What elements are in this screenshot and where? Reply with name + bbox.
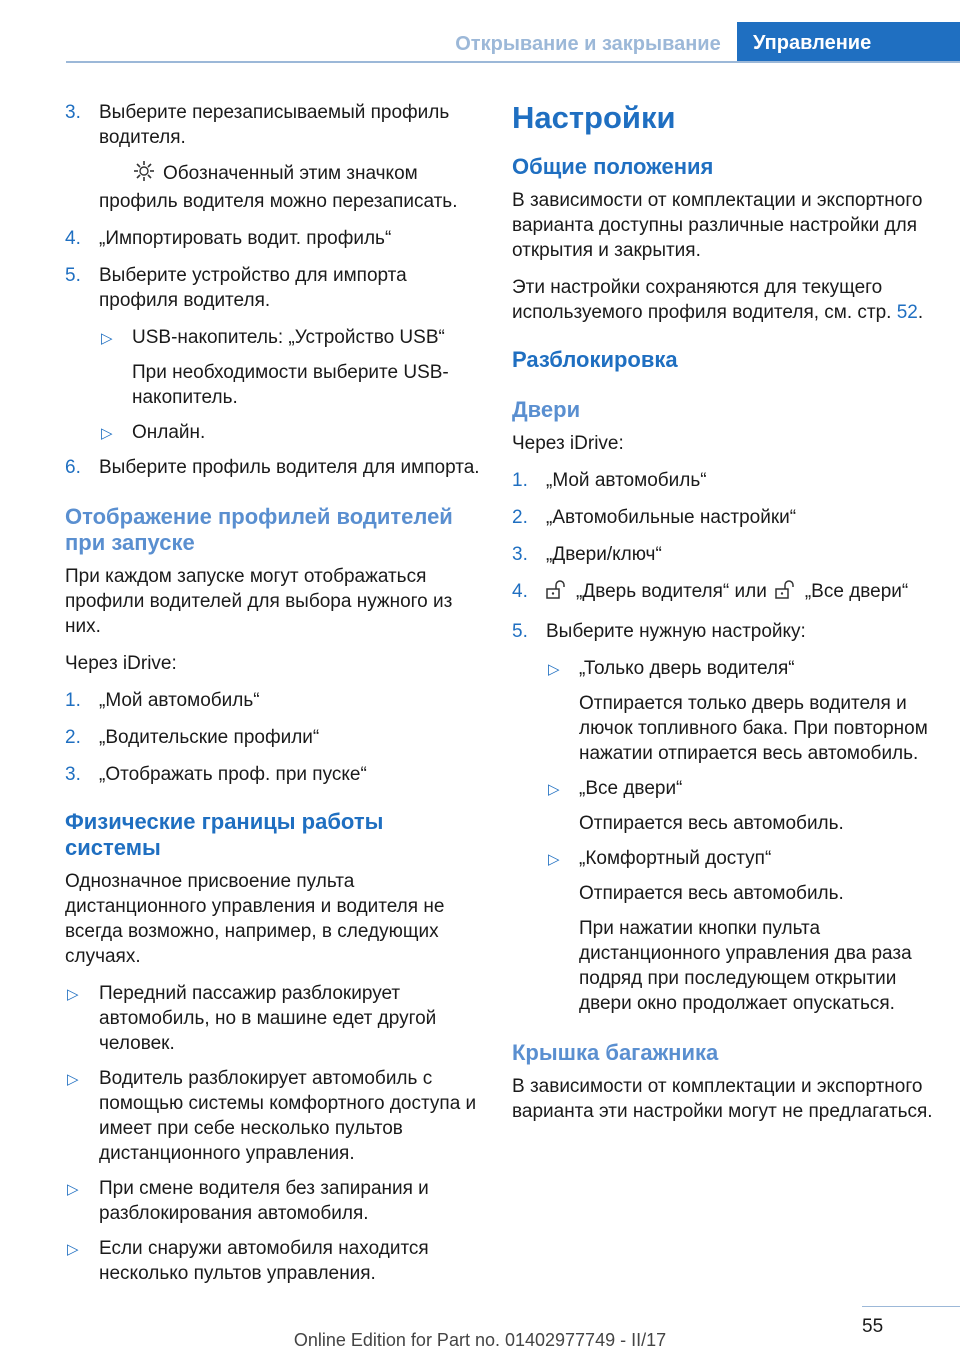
unlock-icon bbox=[775, 580, 797, 607]
list-item: 4. „Дверь водителя“ или „Все двери“ bbox=[512, 579, 952, 607]
step-note: Обозначенный этим значком профиль водителя можно перезаписать. bbox=[99, 160, 485, 214]
bullet-item: ▷ Передний пассажир разблокирует автомобиль, но в машине едет другой человек. bbox=[67, 983, 437, 1054]
paragraph: Однозначное присвоение пульта дистанционного управления и водителя не всегда возможно, например, в следующих случаях. bbox=[65, 871, 445, 967]
gear-icon bbox=[133, 160, 155, 189]
triangle-right-icon: ▷ bbox=[548, 781, 560, 798]
paragraph: В зависимости от комплектации и экспортного варианта эти настройки могут не предлагаться. bbox=[512, 1076, 933, 1122]
section-heading: Отображение профилей водителей при запуске bbox=[65, 504, 453, 555]
list-item: 2. „Водительские профили“ bbox=[65, 727, 320, 748]
list-item: 5. Выберите устройство для импорта профиля водителя. bbox=[65, 265, 407, 311]
section-heading: Физические границы работы системы bbox=[65, 809, 384, 860]
bullet-item: ▷ Водитель разблокирует автомобиль с помощью системы комфортного доступа и имеет при себе несколько пультов дистанционного управления. bbox=[67, 1068, 477, 1164]
page-reference-link[interactable]: 52 bbox=[896, 302, 918, 323]
paragraph: Эти настройки сохраняются для текущего используемого профиля водителя, см. стр. 52. bbox=[512, 277, 924, 323]
header-section-title: Открывание и закрывание bbox=[455, 33, 721, 55]
right-column: Настройки Общие положения В зависимости от комплектации и экспортного варианта доступны различные настройки для открытия и закрытия. Эти настройки сохраняются для текущего используемого профиля водителя, см. стр. 52. Разблокировка Двери Через iDrive: 1. „Мой автомобиль“ 2. „Автомобильные настройки“ 3. „Двери/ключ“ 4. „Дверь водителя“ или „Все двери“ 5. Выберите нужную настройку: ▷ „Только дверь водителя“ Отпирается только дверь водителя и лючок топливного бака. При повторном нажатии отпирается весь автомобиль. ▷ „Все двери“ Отпирается весь автомобиль. ▷ „Комфортный доступ“ Отпирается весь автомобиль. При нажатии кнопки пульта дистанционного управления два раза подряд при последующем открытии двери окно продолжает опускаться. Крышка багажника В зависимости от комплектации и экспортного варианта эти настройки могут не предлагаться. bbox=[512, 100, 952, 1136]
paragraph: В зависимости от комплектации и экспортного варианта доступны различные настройки для открытия и закрытия. bbox=[512, 190, 923, 261]
section-heading: Разблокировка bbox=[512, 347, 678, 372]
list-item: 1. „Мой автомобиль“ bbox=[512, 470, 707, 491]
page-title: Настройки bbox=[512, 100, 676, 135]
list-item: 4. „Импортировать водит. профиль“ bbox=[65, 228, 392, 249]
list-item: 3. „Отображать проф. при пуске“ bbox=[65, 764, 367, 785]
sub-list-item: ▷ „Комфортный доступ“ bbox=[512, 846, 952, 871]
subsection-heading: Крышка багажника bbox=[512, 1040, 719, 1065]
edition-footer: Online Edition for Part no. 01402977749 - II/17 bbox=[293, 1330, 667, 1350]
list-item: 6. Выберите профиль водителя для импорта. bbox=[65, 457, 480, 478]
triangle-right-icon: ▷ bbox=[67, 1241, 79, 1258]
triangle-right-icon: ▷ bbox=[101, 425, 113, 442]
sub-list-item: ▷ „Все двери“ bbox=[512, 776, 952, 801]
paragraph: При каждом запуске могут отображаться профили водителей для выбора нужного из них. bbox=[65, 566, 453, 637]
list-item: 1. „Мой автомобиль“ bbox=[65, 690, 260, 711]
bullet-item: ▷ Если снаружи автомобиля находится несколько пультов управления. bbox=[67, 1238, 429, 1284]
paragraph: Через iDrive: bbox=[512, 433, 624, 454]
triangle-right-icon: ▷ bbox=[67, 1071, 79, 1088]
sub-list-item: ▷ USB-накопитель: „Устройство USB“ bbox=[65, 325, 485, 350]
page-number: 55 bbox=[862, 1316, 884, 1337]
footer-divider bbox=[862, 1306, 960, 1307]
section-heading: Общие положения bbox=[512, 154, 714, 179]
subsection-heading: Двери bbox=[512, 397, 581, 422]
list-item: 5. Выберите нужную настройку: bbox=[512, 621, 806, 642]
list-item: 3. „Двери/ключ“ bbox=[512, 544, 662, 565]
triangle-right-icon: ▷ bbox=[548, 661, 560, 678]
sub-list-item: ▷ „Только дверь водителя“ bbox=[512, 656, 952, 681]
paragraph: Через iDrive: bbox=[65, 653, 177, 674]
triangle-right-icon: ▷ bbox=[548, 851, 560, 868]
triangle-right-icon: ▷ bbox=[67, 986, 79, 1003]
header-divider bbox=[66, 61, 960, 63]
triangle-right-icon: ▷ bbox=[67, 1181, 79, 1198]
left-column: 3. Выберите перезаписываемый профиль водителя. Обозначенный этим значком профиль водителя можно перезаписать. 4. „Импортировать водит. профиль“ 5. Выберите устройство для импорта профиля водителя. ▷ USB-накопитель: „Устройство USB“ При необходимости выберите USB-накопитель. ▷ Онлайн. 6. Выберите профиль водителя для импорта. Отображение профилей водителей при запуске При каждом запуске могут отображаться профили водителей для выбора нужного из них. Через iDrive: 1. „Мой автомобиль“ 2. „Водительские профили“ 3. „Отображать проф. при пуске“ Физические границы работы системы Однозначное присвоение пульта дистанционного управления и водителя не всегда возможно, например, в следующих случаях. ▷ Передний пассажир разблокирует автомобиль, но в машине едет другой человек. ▷ Водитель разблокирует автомобиль с помощью системы комфортного доступа и имеет при себе несколько пультов дистанционного управления. ▷ При смене водителя без запирания и разблокирования автомобиля. ▷ Если снаружи автомобиля находится несколько пультов управления. bbox=[65, 100, 485, 1296]
unlock-icon bbox=[546, 580, 568, 607]
triangle-right-icon: ▷ bbox=[101, 330, 113, 347]
list-item: 2. „Автомобильные настройки“ bbox=[512, 507, 797, 528]
sub-list-item: ▷ Онлайн. bbox=[65, 420, 485, 445]
step-number: 3. bbox=[65, 102, 81, 123]
list-item bbox=[65, 100, 485, 214]
header-chapter-tab[interactable]: Управление bbox=[737, 22, 960, 62]
bullet-item: ▷ При смене водителя без запирания и разблокирования автомобиля. bbox=[67, 1178, 429, 1224]
step-text: Выберите перезаписываемый профиль водителя. bbox=[99, 102, 450, 148]
